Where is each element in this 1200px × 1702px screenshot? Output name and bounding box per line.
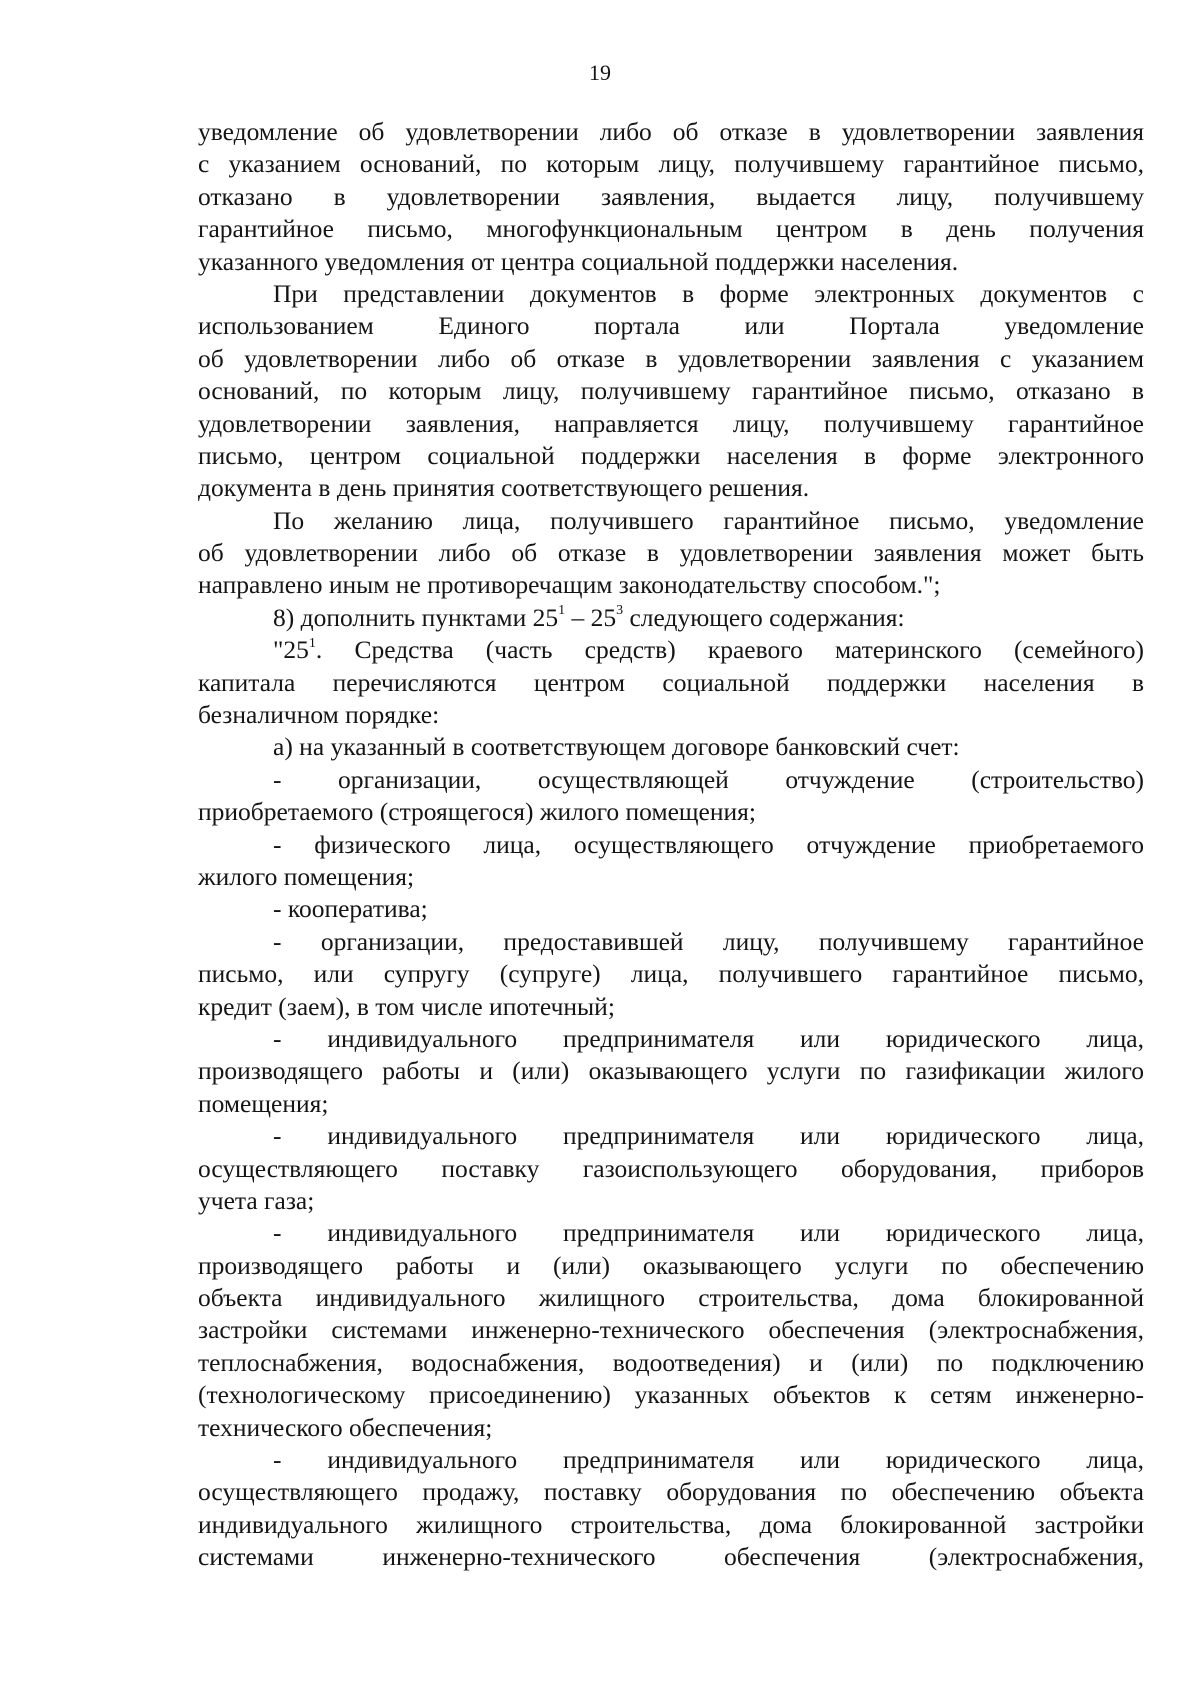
text-line: [198, 1185, 1144, 1217]
text-line: [198, 1250, 1144, 1282]
line-text: осуществляющего продажу, поставку оборудования по обеспечению объекта: [198, 1477, 1144, 1507]
text-line: [198, 246, 1144, 278]
text-line: [198, 1509, 1144, 1541]
text-line: [198, 1088, 1144, 1120]
line-text: "25: [273, 635, 309, 665]
text-line: [198, 796, 1144, 828]
text-line: [198, 472, 1144, 504]
text-line: [198, 926, 1144, 958]
text-line: [198, 148, 1144, 180]
text-line: [198, 569, 1144, 601]
line-text: приобретаемого (строящегося) жилого помещения;: [198, 797, 756, 827]
text-line: [198, 634, 1144, 666]
line-text: об удовлетворении либо об отказе в удовлетворении заявления может быть: [198, 538, 1144, 568]
line-text: системами инженерно-технического обеспечения (электроснабжения,: [198, 1542, 1144, 1572]
line-text: осуществляющего поставку газоиспользующего оборудования, приборов: [198, 1153, 1144, 1183]
document-body: [198, 116, 1144, 1574]
text-line: [198, 829, 1144, 861]
text-line: [198, 181, 1144, 213]
text-line: [198, 1055, 1144, 1087]
text-line: [198, 1347, 1144, 1379]
line-text: направлено иным не противоречащим законодательству способом.";: [198, 570, 941, 600]
line-text: помещения;: [198, 1088, 329, 1118]
line-text: удовлетворении заявления, направляется лицу, получившему гарантийное: [198, 408, 1144, 438]
text-line: [198, 408, 1144, 440]
text-line: [198, 278, 1144, 310]
text-line: [198, 343, 1144, 375]
text-line: [198, 731, 1144, 763]
line-text: (технологическому присоединению) указанных объектов к сетям инженерно-: [198, 1380, 1144, 1410]
line-text: - организации, осуществляющей отчуждение (строительство): [273, 764, 1144, 794]
text-line: [198, 764, 1144, 796]
text-line: [198, 116, 1144, 148]
text-line: [198, 861, 1144, 893]
line-text: указанного уведомления от центра социальной поддержки населения.: [198, 246, 959, 276]
line-text: безналичном порядке:: [198, 700, 440, 730]
text-line: [198, 1444, 1144, 1476]
text-line: [198, 505, 1144, 537]
line-text: кредит (заем), в том числе ипотечный;: [198, 991, 615, 1021]
line-text: 8) дополнить пунктами 25: [273, 602, 559, 632]
line-text: капитала перечисляются центром социальной поддержки населения в: [198, 667, 1144, 697]
line-text: - индивидуального предпринимателя или юридического лица,: [273, 1218, 1144, 1248]
line-text: следующего содержания:: [623, 602, 905, 632]
line-text: письмо, или супругу (супруге) лица, получившего гарантийное письмо,: [198, 959, 1144, 989]
line-text: а) на указанный в соответствующем договоре банковский счет:: [273, 732, 960, 762]
text-line: [198, 1023, 1144, 1055]
line-text: гарантийное письмо, многофункциональным центром в день получения: [198, 214, 1144, 244]
text-line: [198, 1217, 1144, 1249]
text-line: [198, 1282, 1144, 1314]
page-number: 19: [589, 60, 611, 85]
line-text: об удовлетворении либо об отказе в удовлетворении заявления с указанием: [198, 343, 1144, 373]
line-text: - индивидуального предпринимателя или юридического лица,: [273, 1023, 1144, 1053]
text-line: [198, 1120, 1144, 1152]
line-text: По желанию лица, получившего гарантийное письмо, уведомление: [273, 505, 1144, 535]
line-text: производящего работы и (или) оказывающего услуги по обеспечению: [198, 1250, 1144, 1280]
text-line: [198, 310, 1144, 342]
text-line: [198, 1379, 1144, 1411]
text-line: [198, 375, 1144, 407]
text-line: [198, 1412, 1144, 1444]
line-text: . Средства (часть средств) краевого материнского (семейного): [315, 635, 1144, 665]
superscript: 1: [558, 603, 566, 619]
line-text: оснований, по которым лицу, получившему гарантийное письмо, отказано в: [198, 376, 1144, 406]
line-text: - организации, предоставившей лицу, получившему гарантийное: [273, 926, 1144, 956]
superscript: 3: [616, 603, 624, 619]
line-text: При представлении документов в форме электронных документов с: [273, 278, 1144, 308]
text-line: [198, 213, 1144, 245]
line-text: использованием Единого портала или Портала уведомление: [198, 311, 1144, 341]
text-line: [198, 893, 1144, 925]
line-text: - кооператива;: [273, 894, 428, 924]
line-text: производящего работы и (или) оказывающего услуги по газификации жилого: [198, 1056, 1144, 1086]
text-line: [198, 667, 1144, 699]
line-text: - индивидуального предпринимателя или юридического лица,: [273, 1445, 1144, 1475]
line-text: застройки системами инженерно-технического обеспечения (электроснабжения,: [198, 1315, 1144, 1345]
line-text: - индивидуального предпринимателя или юридического лица,: [273, 1121, 1144, 1151]
line-text: технического обеспечения;: [198, 1412, 493, 1442]
line-text: – 25: [565, 602, 617, 632]
text-line: [198, 699, 1144, 731]
line-text: отказано в удовлетворении заявления, выдается лицу, получившему: [198, 181, 1144, 211]
line-text: - физического лица, осуществляющего отчуждение приобретаемого: [273, 829, 1144, 859]
text-line: [198, 1153, 1144, 1185]
line-text: жилого помещения;: [198, 861, 415, 891]
line-text: с указанием оснований, по которым лицу, получившему гарантийное письмо,: [198, 149, 1144, 179]
text-line: [198, 602, 1144, 634]
text-line: [198, 440, 1144, 472]
line-text: уведомление об удовлетворении либо об отказе в удовлетворении заявления: [198, 117, 1144, 146]
text-line: [198, 991, 1144, 1023]
line-text: документа в день принятия соответствующего решения.: [198, 473, 810, 503]
superscript: 1: [308, 635, 316, 651]
line-text: теплоснабжения, водоснабжения, водоотведения) и (или) по подключению: [198, 1347, 1144, 1377]
line-text: учета газа;: [198, 1185, 315, 1215]
line-text: индивидуального жилищного строительства, дома блокированной застройки: [198, 1509, 1144, 1539]
line-text: объекта индивидуального жилищного строительства, дома блокированной: [198, 1283, 1144, 1313]
text-line: [198, 958, 1144, 990]
text-line: [198, 537, 1144, 569]
line-text: письмо, центром социальной поддержки населения в форме электронного: [198, 440, 1144, 470]
text-line: [198, 1314, 1144, 1346]
text-line: [198, 1541, 1144, 1573]
text-line: [198, 1476, 1144, 1508]
